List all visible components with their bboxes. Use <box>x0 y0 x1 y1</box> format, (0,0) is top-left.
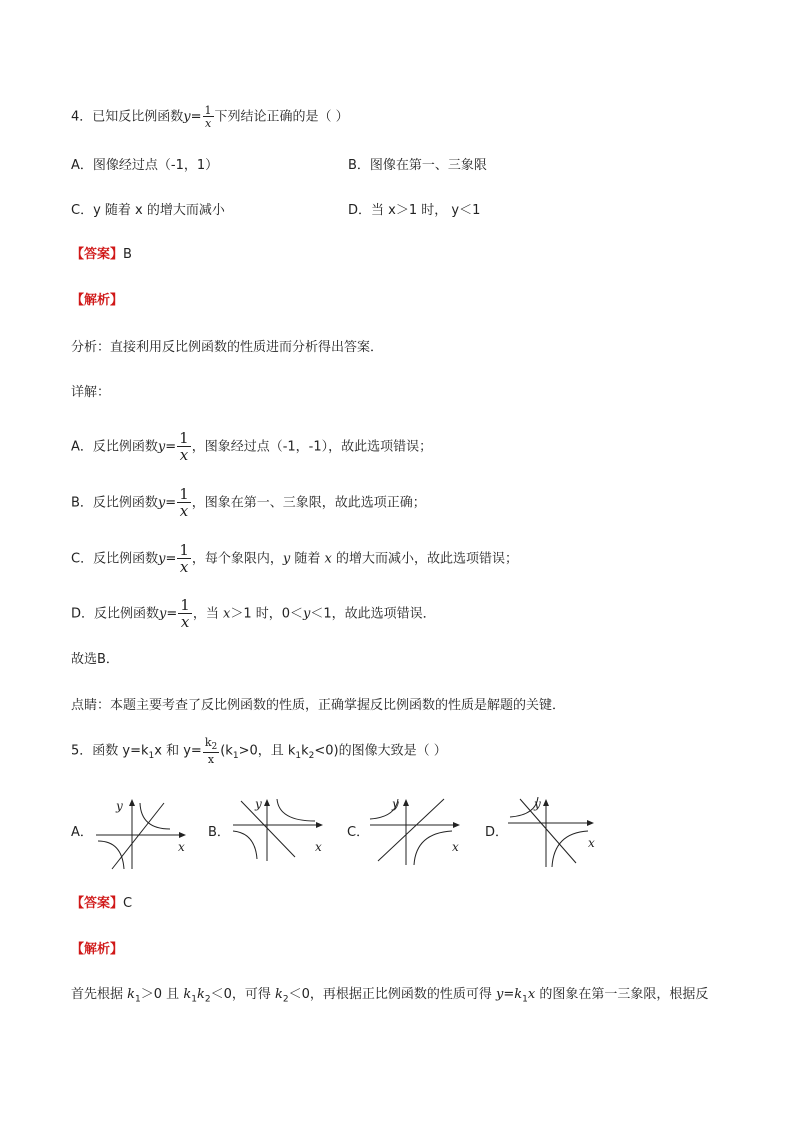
q4-stem-text: 4．已知反比例函数 <box>71 109 184 125</box>
detail-text: 随着 <box>290 551 325 567</box>
fraction-denominator: x <box>204 117 212 130</box>
q4-stem-fraction <box>203 105 214 129</box>
linear-function-line <box>378 799 444 861</box>
x-axis-arrow <box>453 822 460 828</box>
analysis-text: 首先根据 <box>71 987 128 1002</box>
var-k: k <box>183 987 192 1002</box>
q5-analysis-heading <box>71 940 123 960</box>
q4-option-a: A．图像经过点（-1，1） <box>71 158 219 173</box>
detail-fraction <box>177 487 191 519</box>
hyperbola-branch <box>414 831 452 865</box>
hyperbola-branch <box>552 831 588 867</box>
fraction-numerator: 1 <box>204 104 212 117</box>
eq-sign: = <box>166 606 178 622</box>
var-y: y <box>496 987 504 1002</box>
linear-function-line <box>520 799 576 863</box>
x-axis-label: x <box>588 836 595 850</box>
fraction-numerator: 1 <box>179 541 189 559</box>
fraction-denominator: x <box>180 613 190 631</box>
q4-detail-a <box>71 431 432 463</box>
var-x: x <box>222 606 231 622</box>
detail-text: C．反比例函数 <box>71 551 159 567</box>
analysis-text: ＜0，再根据正比例函数的性质可得 <box>288 987 496 1002</box>
q4-detail-d <box>71 598 436 630</box>
y-axis-label: y <box>392 797 399 811</box>
fraction-numerator <box>203 737 219 753</box>
fraction-numerator: 1 <box>179 485 189 503</box>
subscript: 2 <box>282 994 289 1005</box>
graph-a <box>94 795 194 871</box>
q4-comment: 点睛：本题主要考查了反比例函数的性质，正确掌握反比例函数的性质是解题的关键． <box>71 698 566 713</box>
analysis-tag: 【解析】 <box>71 293 124 308</box>
x-axis-arrow <box>179 832 186 838</box>
detail-text: ＜1，故此选项错误． <box>310 606 436 622</box>
eq-y: y <box>158 551 166 567</box>
q5-stem-fraction <box>203 737 219 765</box>
subscript: 2 <box>308 751 315 762</box>
eq-sign: = <box>165 439 177 455</box>
answer-value: B <box>123 247 132 262</box>
graph-label-c: C． <box>347 825 370 840</box>
y-axis-label: y <box>534 797 541 811</box>
fraction-numerator: 1 <box>180 596 190 614</box>
eq-sign: = <box>165 551 177 567</box>
analysis-tag: 【解析】 <box>71 942 124 957</box>
subscript: 1 <box>522 994 528 1005</box>
detail-text: ，当 <box>192 606 223 622</box>
q4-option-d: D．当 x＞1 时， y＜1 <box>348 203 481 218</box>
q4-stem <box>71 105 349 129</box>
analysis-text: ＞0 且 <box>140 987 184 1002</box>
q4-detail-c <box>71 543 518 575</box>
q5-stem-text: (k <box>220 743 233 759</box>
fraction-denominator: x <box>179 446 189 464</box>
q4-detail-label: 详解： <box>71 385 111 400</box>
subscript: 2 <box>204 994 211 1005</box>
y-axis-arrow <box>129 799 135 806</box>
q5-analysis <box>71 985 708 1010</box>
q5-stem-text: 5．函数 y=k <box>71 743 149 759</box>
detail-text: D．反比例函数 <box>71 606 160 622</box>
x-axis-label: x <box>452 840 459 854</box>
fraction-denominator: x <box>179 558 189 576</box>
eq-y: y <box>157 495 166 511</box>
q4-option-b: B．图像在第一、三象限 <box>348 158 487 173</box>
analysis-text: ＜0，可得 <box>210 987 275 1002</box>
q5-stem-text: >0，且 k <box>238 743 296 759</box>
q5-answer <box>71 894 132 914</box>
y-axis-arrow <box>543 799 549 806</box>
y-axis-label: y <box>255 797 262 811</box>
answer-value: C <box>123 896 133 911</box>
analysis-text: 的图象在第一三象限，根据反 <box>535 987 709 1002</box>
var-x: x <box>324 551 332 567</box>
eq-sign: = <box>165 495 177 511</box>
linear-function-line <box>241 801 295 857</box>
hyperbola-branch <box>233 831 257 859</box>
subscript: 1 <box>191 994 197 1005</box>
q4-stem-tail: 下列结论正确的是（ ） <box>214 109 349 125</box>
y-axis-label: y <box>116 799 123 813</box>
q4-option-c: C．y 随着 x 的增大而减小 <box>71 203 225 218</box>
detail-fraction <box>178 598 192 630</box>
subscript: 2 <box>211 742 218 753</box>
hyperbola-branch <box>140 803 170 829</box>
var-k: k <box>514 987 523 1002</box>
graph-b <box>231 795 331 871</box>
fraction-denominator: x <box>207 753 215 767</box>
y-axis-arrow <box>264 799 270 806</box>
subscript: 1 <box>232 751 239 762</box>
subscript: 1 <box>148 751 155 762</box>
graph-label-a: A． <box>71 825 93 840</box>
var-x: x <box>527 987 536 1002</box>
graph-label-b: B． <box>208 825 230 840</box>
eq-y: y <box>157 439 166 455</box>
detail-text: ，图象在第一、三象限，故此选项正确； <box>191 495 426 511</box>
detail-text: ，图象经过点（-1，-1），故此选项错误； <box>191 439 433 455</box>
x-axis-arrow <box>316 822 323 828</box>
y-axis-arrow <box>403 799 409 806</box>
q4-detail-b <box>71 487 426 519</box>
q5-stem-text: <0)的图像大致是（ ） <box>314 743 447 759</box>
q4-stem-eq: = <box>190 109 202 125</box>
eq-sign: = <box>503 987 515 1002</box>
q4-answer <box>71 245 132 265</box>
q4-stem-y: y <box>183 109 191 125</box>
q5-stem <box>71 737 447 766</box>
graph-c <box>368 795 468 871</box>
q4-conclusion: 故选B． <box>71 652 119 667</box>
eq-y: y <box>159 606 167 622</box>
var-k: k <box>274 987 283 1002</box>
q5-stem-text: x 和 y= <box>154 743 202 759</box>
answer-tag: 【答案】 <box>71 247 124 262</box>
hyperbola-branch <box>98 841 124 869</box>
q4-analysis-heading <box>71 291 123 311</box>
subscript: 1 <box>295 751 302 762</box>
q5-stem-text: k <box>301 743 309 759</box>
detail-text: B．反比例函数 <box>71 495 158 511</box>
fraction-denominator: x <box>179 502 189 520</box>
x-axis-label: x <box>315 840 322 854</box>
var-y: y <box>303 606 311 622</box>
answer-tag: 【答案】 <box>71 896 124 911</box>
var-k: k <box>127 987 136 1002</box>
graph-label-d: D． <box>485 825 509 840</box>
graph-d <box>506 795 606 871</box>
x-axis-label: x <box>178 840 185 854</box>
detail-text: ＞1 时，0＜ <box>230 606 303 622</box>
frac-k: k <box>204 736 212 749</box>
detail-text: 的增大而减小，故此选项错误； <box>331 551 519 567</box>
hyperbola-branch <box>277 799 315 821</box>
q4-analysis: 分析：直接利用反比例函数的性质进而分析得出答案． <box>71 340 384 355</box>
detail-text: ，每个象限内， <box>191 551 283 567</box>
var-y: y <box>282 551 291 567</box>
x-axis-arrow <box>587 820 594 826</box>
subscript: 1 <box>135 994 141 1005</box>
detail-fraction <box>177 431 191 463</box>
fraction-numerator: 1 <box>179 429 189 447</box>
var-k: k <box>196 987 205 1002</box>
detail-text: A．反比例函数 <box>71 439 158 455</box>
detail-fraction <box>177 543 191 575</box>
